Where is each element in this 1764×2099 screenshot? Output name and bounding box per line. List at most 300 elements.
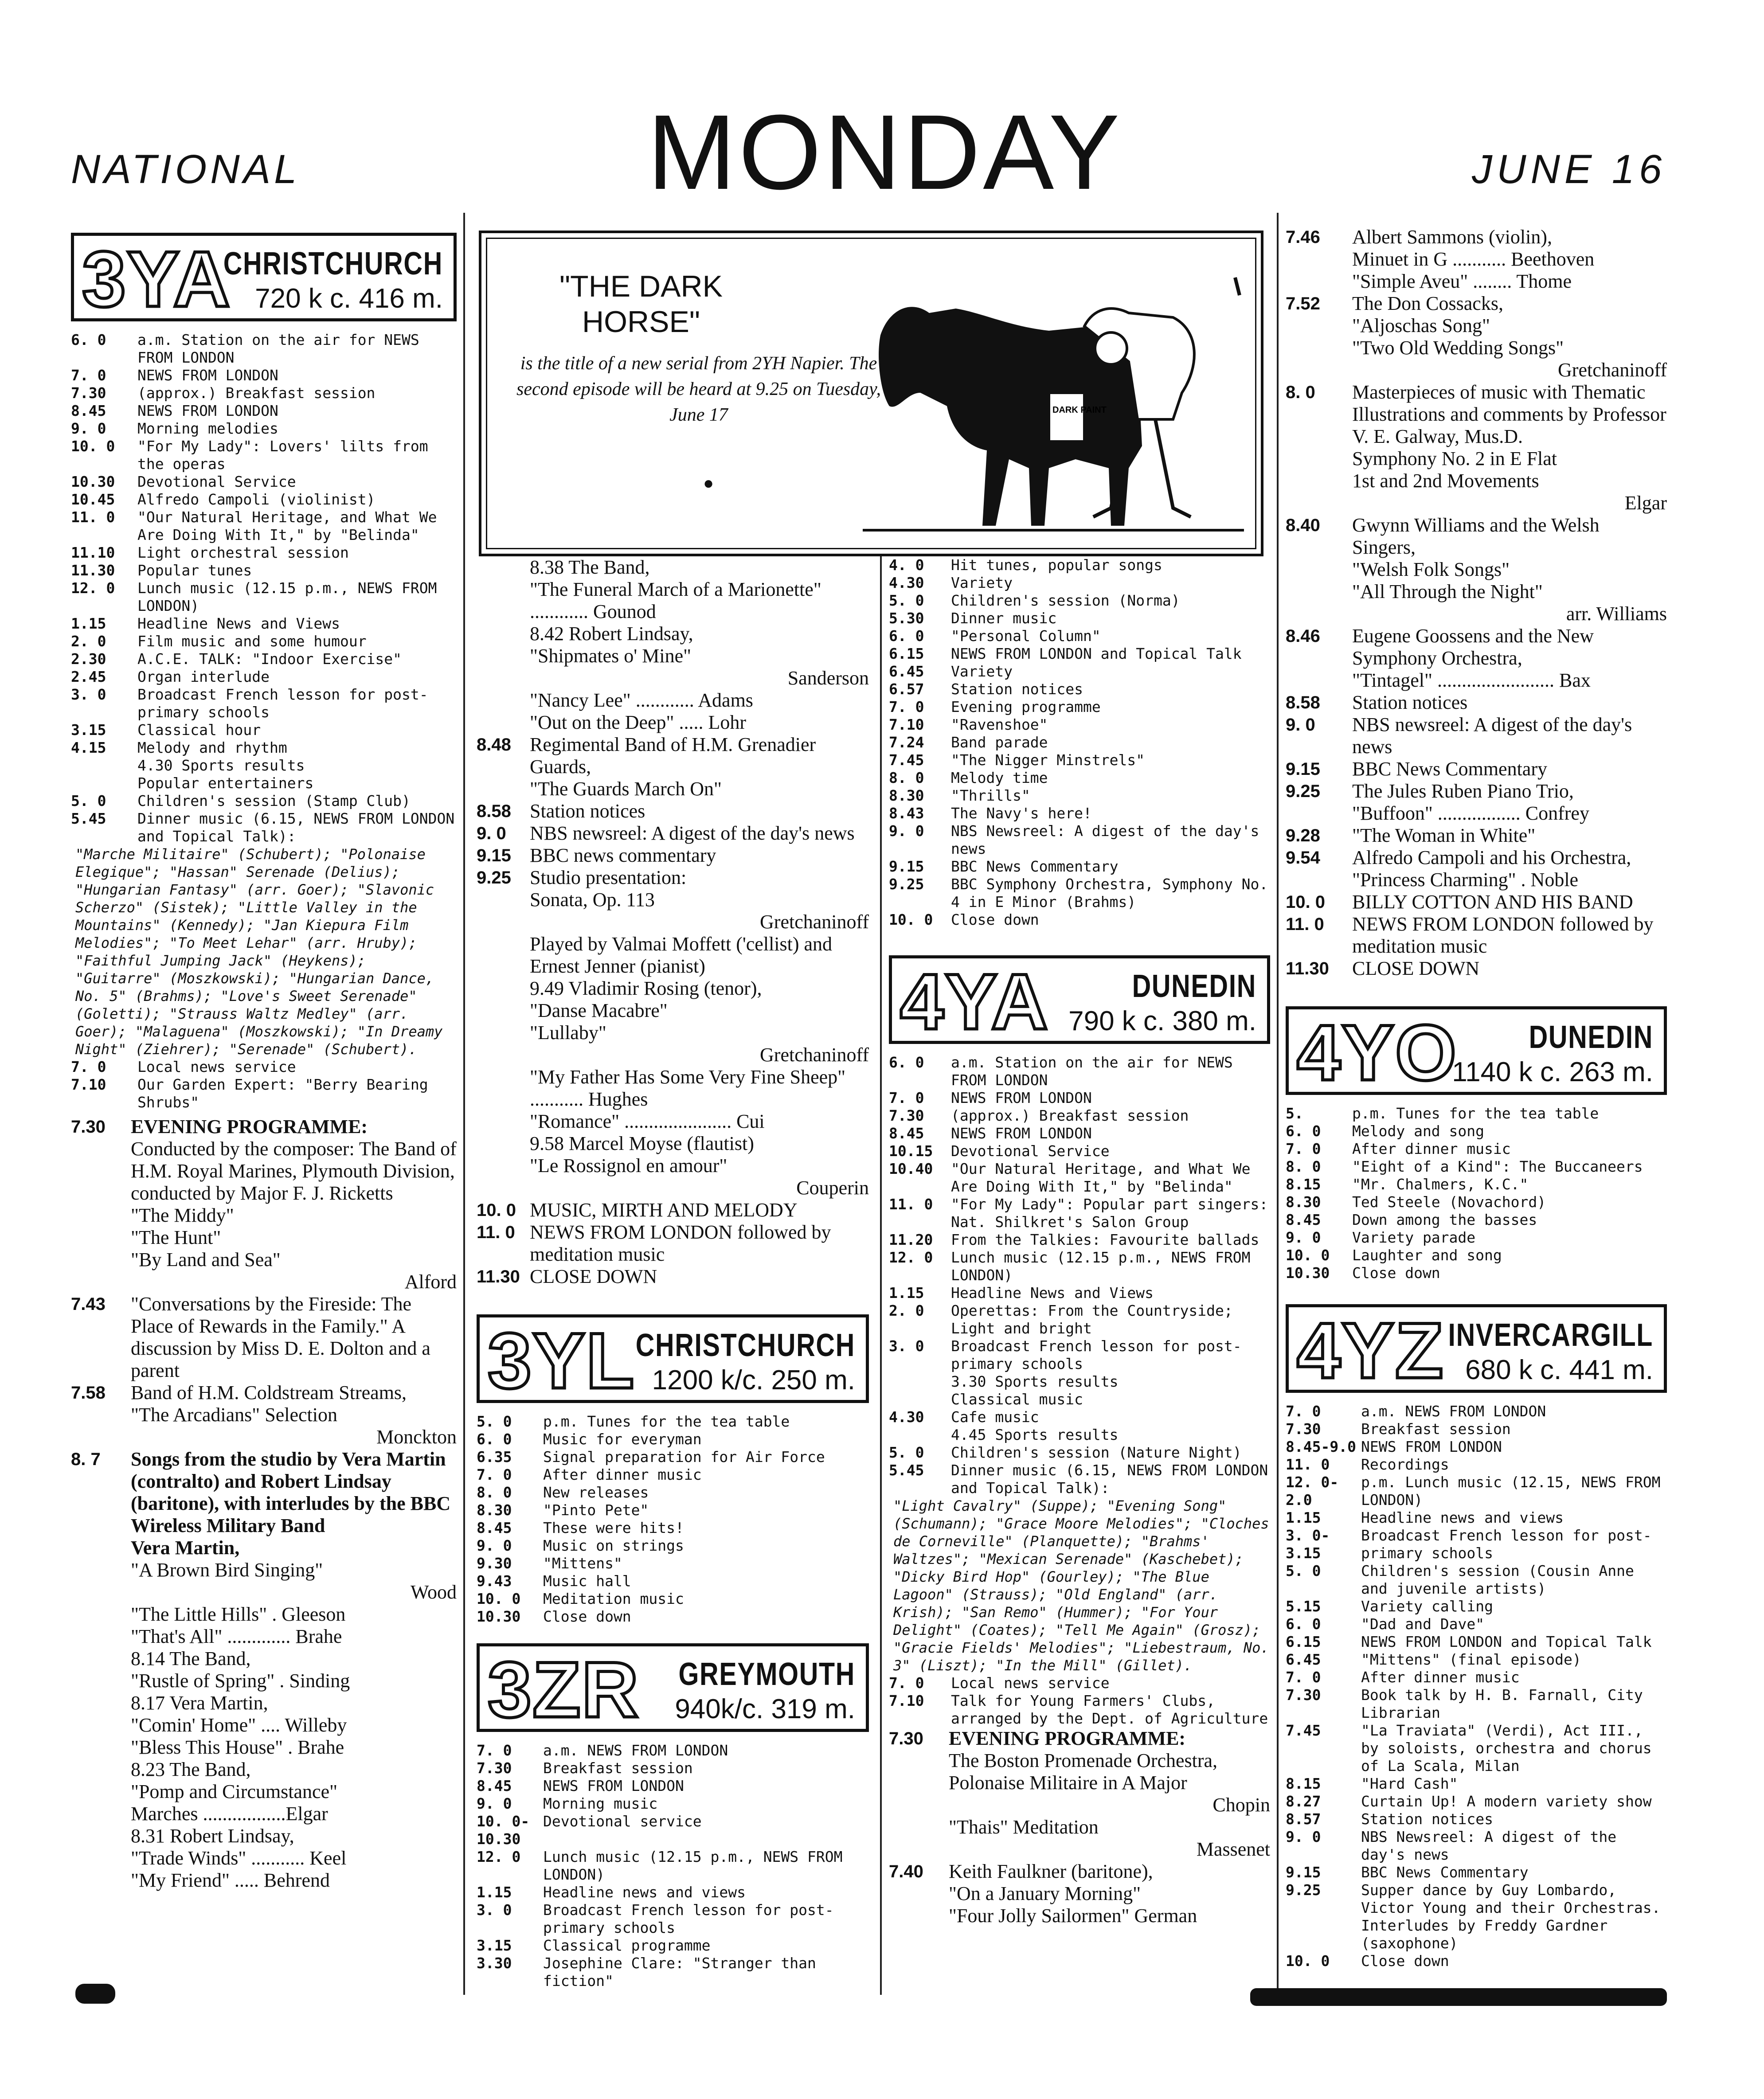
programme-text: 1st and 2nd Movements — [1352, 470, 1539, 492]
schedule-item — [889, 1408, 1270, 1426]
programme-text: Supper dance by Guy Lombardo, Victor Young and their Orchestras. Interludes by Freddy Gardner (saxophone) — [1361, 1881, 1661, 1952]
schedule-item — [889, 1231, 1270, 1249]
time: 10. 0 — [1286, 892, 1325, 912]
bucket-label: DARK PAINT — [1052, 405, 1107, 415]
schedule-item — [1286, 1456, 1667, 1474]
schedule-item — [889, 1196, 1270, 1231]
station-city: CHRISTCHURCH — [635, 1328, 855, 1363]
time: 8.58 — [1286, 693, 1320, 712]
schedule-item — [477, 933, 869, 977]
programme-text: 4.45 Sports results — [951, 1426, 1119, 1443]
programme-text: (approx.) Breakfast session — [137, 384, 375, 402]
schedule-item — [477, 1537, 869, 1555]
schedule-item — [889, 1107, 1270, 1125]
time: 6.45 — [1286, 1651, 1321, 1668]
time: 12. 0 — [889, 1249, 933, 1266]
column-1 — [71, 233, 457, 1892]
programme-text: BILLY COTTON AND HIS BAND — [1352, 891, 1633, 913]
programme-text: Devotional service — [543, 1813, 702, 1830]
schedule-item — [889, 787, 1270, 805]
schedule-item — [1286, 1633, 1667, 1651]
schedule-item — [71, 721, 457, 739]
station-box-3zr — [477, 1643, 869, 1732]
programme-text: Dinner music (6.15, NEWS FROM LONDON and Topical Talk): — [137, 810, 455, 845]
programme-text: Close down — [1352, 1264, 1440, 1282]
programme-text: Classical programme — [543, 1937, 711, 1954]
time: 9.15 — [1286, 759, 1320, 779]
schedule-item — [889, 858, 1270, 876]
time: 7.43 — [71, 1294, 106, 1314]
programme-text: Headline news and views — [1361, 1509, 1564, 1526]
time: 7.46 — [1286, 227, 1320, 247]
programme-text: Lunch music (12.15 p.m., NEWS FROM LONDON) — [543, 1848, 843, 1883]
time: 8.48 — [477, 735, 511, 754]
time: 7. 0 — [1286, 1669, 1321, 1686]
programme-text: New releases — [543, 1484, 649, 1501]
schedule-item — [889, 716, 1270, 734]
schedule-item — [1286, 847, 1667, 869]
schedule-item — [1286, 470, 1667, 492]
programme-text: NEWS FROM LONDON followed by meditation music — [530, 1221, 831, 1265]
time: 9. 0 — [1286, 715, 1315, 735]
time: 9. 0 — [1286, 1828, 1321, 1845]
programme-text: Broadcast French lesson for post-primary schools — [137, 686, 428, 721]
schedule-item — [889, 751, 1270, 769]
time: 3. 0 — [889, 1337, 924, 1355]
schedule-item — [477, 1884, 869, 1901]
programme-text: 8.17 Vera Martin, — [131, 1692, 268, 1714]
programme-text: Songs from the studio by Vera Martin (contralto) and Robert Lindsay (baritone), with interludes by the BBC Wireless Military Band — [131, 1448, 451, 1536]
time: 10. 0 — [71, 438, 115, 455]
programme-text: NEWS FROM LONDON — [137, 402, 278, 419]
schedule-item — [1286, 1952, 1667, 1970]
time: 5. 0 — [889, 1444, 924, 1461]
time: 5.45 — [71, 810, 106, 827]
programme-text: "Four Jolly Sailormen" — [949, 1905, 1130, 1927]
programme-text: Station notices — [1361, 1810, 1494, 1828]
schedule-item — [71, 331, 457, 367]
schedule-item — [1286, 1403, 1667, 1420]
time: 7.24 — [889, 734, 924, 751]
time: 11. 0 — [1286, 1456, 1330, 1473]
station-call: 4YO — [1297, 1008, 1458, 1097]
schedule-item — [71, 562, 457, 579]
schedule-item — [71, 491, 457, 508]
schedule-item — [889, 1284, 1270, 1302]
time: 11. 0 — [71, 508, 115, 526]
schedule-item — [889, 1444, 1270, 1462]
programme-text: NEWS FROM LONDON followed by meditation music — [1352, 913, 1654, 957]
time: 7. 0 — [889, 698, 924, 715]
time: 11. 0 — [1286, 915, 1324, 934]
schedule-item — [477, 1501, 869, 1519]
schedule-item — [1286, 1828, 1667, 1864]
time — [477, 1155, 530, 1177]
programme-text: Down among the basses — [1352, 1211, 1537, 1228]
programme-text: "Buffoon" ................. Confrey — [1352, 802, 1589, 824]
schedule-item — [889, 1302, 1270, 1337]
time: 5. 0 — [71, 792, 106, 809]
schedule-item — [1286, 1669, 1667, 1686]
schedule-item — [1286, 758, 1667, 780]
time — [889, 1391, 951, 1408]
programme-text: NEWS FROM LONDON — [1361, 1438, 1502, 1455]
time: 7. 0 — [1286, 1403, 1321, 1420]
time: 7. 0 — [889, 1089, 924, 1106]
programme-text: Devotional Service — [137, 473, 296, 490]
programme-text: NEWS FROM LONDON and Topical Talk — [1361, 1633, 1652, 1650]
time: 12. 0-2.0 — [1286, 1474, 1339, 1509]
programme-text: Morning music — [543, 1795, 658, 1812]
schedule-item — [1286, 315, 1667, 337]
schedule-item — [889, 805, 1270, 822]
time — [477, 711, 530, 734]
programme-text: 8.31 Robert Lindsay, — [131, 1825, 294, 1847]
schedule-item — [477, 778, 869, 800]
bullet-dot: ● — [703, 473, 714, 493]
programme-text: Morning melodies — [137, 420, 278, 437]
time — [1286, 470, 1352, 492]
schedule-item — [1286, 802, 1667, 825]
schedule-item — [477, 711, 869, 734]
schedule-item — [477, 822, 869, 844]
time: 6. 0 — [1286, 1615, 1321, 1633]
schedule-item — [1286, 1122, 1667, 1140]
time: 8.45 — [477, 1519, 512, 1536]
network-label: NATIONAL — [71, 147, 301, 192]
schedule-item — [1286, 514, 1667, 559]
programme-text: Vera Martin, — [131, 1537, 240, 1559]
composer: German — [1134, 1905, 1197, 1927]
time — [477, 1022, 530, 1044]
time: 8.45 — [889, 1125, 924, 1142]
schedule-item — [477, 1937, 869, 1954]
schedule-item — [477, 1266, 869, 1288]
programme-text: "All Through the Night" — [1352, 581, 1543, 602]
schedule-item — [477, 1795, 869, 1813]
programme-text: "The Woman in White" — [1352, 825, 1536, 846]
time: 7.30 — [477, 1759, 512, 1777]
programme-text: Headline News and Views — [137, 615, 340, 632]
time: 5. — [1286, 1105, 1303, 1122]
programme-text: Children's session (Cousin Anne and juvenile artists) — [1361, 1562, 1634, 1597]
programme-text: "Tintagel" ........................ Bax — [1352, 669, 1591, 691]
schedule-item — [477, 1466, 869, 1484]
programme-text: "Aljoschas Song" — [1352, 315, 1490, 336]
time — [477, 977, 530, 1000]
time — [1286, 248, 1352, 270]
schedule-item — [71, 1058, 457, 1076]
programme-text: "The Hunt" — [131, 1227, 221, 1248]
programme-text: NBS Newsreel: A digest of the day's news — [1361, 1828, 1617, 1863]
time — [1286, 581, 1352, 603]
schedule-item — [477, 1066, 869, 1110]
programme-text: Light orchestral session — [137, 544, 349, 561]
programme-text: Cafe music — [951, 1408, 1039, 1426]
time: 9. 0 — [477, 1795, 512, 1812]
programme-text: Breakfast session — [1361, 1420, 1511, 1438]
time: 10. 0 — [889, 911, 933, 928]
programme-text: "My Friend" ..... Behrend — [131, 1869, 330, 1891]
time — [1286, 669, 1352, 692]
programme-text: "Comin' Home" .... Willeby — [131, 1714, 347, 1736]
time: 7. 0 — [71, 367, 106, 384]
time — [889, 1373, 951, 1391]
schedule-item — [1286, 1105, 1667, 1122]
programme-text: "That's All" ............. Brahe — [131, 1626, 342, 1647]
time — [477, 1066, 530, 1110]
ink-blot — [75, 1984, 115, 2004]
programme-text: Talk for Young Farmers' Clubs, arranged by the Dept. of Agriculture — [951, 1692, 1268, 1727]
schedule-item — [889, 1391, 1270, 1408]
programme-text: Melody and song — [1352, 1122, 1485, 1140]
schedule-item — [889, 627, 1270, 645]
time: 3. 0-3.15 — [1286, 1527, 1330, 1562]
programme-text: NBS newsreel: A digest of the day's news — [1352, 714, 1632, 758]
date-label: JUNE 16 — [1472, 147, 1666, 192]
programme-text: Organ interlude — [137, 668, 270, 685]
programme-text: Variety — [951, 574, 1013, 591]
time — [477, 623, 530, 645]
programme-text: Masterpieces of music with Thematic Illustrations and comments by Professor V. E. Galway, Mus.D. — [1352, 381, 1666, 447]
schedule-item — [71, 1781, 457, 1803]
time: 10.30 — [1286, 1264, 1330, 1282]
schedule-item — [71, 774, 457, 792]
schedule-item — [477, 1848, 869, 1884]
schedule-item — [477, 1572, 869, 1590]
time — [477, 645, 530, 667]
time: 9. 0 — [71, 420, 106, 437]
schedule-item — [477, 623, 869, 645]
schedule-item — [889, 680, 1270, 698]
schedule-item — [71, 650, 457, 668]
feature-box — [479, 231, 1263, 556]
schedule-item — [1286, 891, 1667, 913]
programme-text: 8.14 The Band, — [131, 1648, 251, 1669]
time: 6. 0 — [1286, 1122, 1321, 1140]
time: 9.43 — [477, 1572, 512, 1590]
programme-text: "La Traviata" (Verdi), Act III., by soloists, orchestra and chorus of La Scala, Milan — [1361, 1722, 1652, 1775]
programme-text: Marches .................Elgar — [131, 1803, 328, 1825]
programme-text: "Bless This House" . Brahe — [131, 1736, 344, 1758]
time: 3. 0 — [477, 1901, 512, 1919]
time: 1.15 — [889, 1284, 924, 1302]
schedule-item — [889, 1373, 1270, 1391]
station-box-3ya — [71, 233, 457, 321]
time: 7.45 — [1286, 1722, 1321, 1739]
schedule-item — [1286, 337, 1667, 359]
schedule-item — [1286, 1509, 1667, 1527]
station-frequency: 1200 k/c. 250 m. — [652, 1365, 855, 1395]
time: 7.30 — [71, 384, 106, 402]
station-call: 3YL — [488, 1317, 635, 1405]
time — [1286, 869, 1352, 891]
programme-text: Keith Faulkner (baritone), — [949, 1861, 1153, 1882]
programme-text: Close down — [951, 911, 1039, 928]
schedule-item — [71, 402, 457, 420]
schedule-item — [477, 1000, 869, 1022]
time: 9.30 — [477, 1555, 512, 1572]
programme-text: Melody and rhythm — [137, 739, 287, 756]
time — [1286, 603, 1352, 625]
time — [1286, 559, 1352, 581]
programme-text: a.m. NEWS FROM LONDON — [543, 1742, 728, 1759]
schedule-item — [477, 1590, 869, 1608]
programme-text: Lunch music (12.15 p.m., NEWS FROM LONDON) — [137, 579, 437, 614]
programme-text: Local news service — [137, 1058, 296, 1075]
schedule-item — [1286, 448, 1667, 470]
programme-text: "Pomp and Circumstance" — [131, 1781, 338, 1802]
schedule-item — [1286, 1562, 1667, 1598]
programme-text: Conducted by the composer: The Band of H.M. Royal Marines, Plymouth Division, conducted by Major F. J. Ricketts — [131, 1138, 457, 1204]
programme-text: Eugene Goossens and the New Symphony Orchestra, — [1352, 625, 1594, 669]
programme-text: Gretchaninoff — [760, 1044, 869, 1066]
time: 2.45 — [71, 668, 106, 685]
station-frequency: 720 k c. 416 m. — [255, 283, 443, 314]
programme-text: NEWS FROM LONDON — [951, 1089, 1092, 1106]
programme-text: NEWS FROM LONDON — [137, 367, 278, 384]
programme-text: Alfredo Campoli (violinist) — [137, 491, 375, 508]
station-frequency: 1140 k c. 263 m. — [1452, 1057, 1653, 1087]
time: 9.54 — [1286, 848, 1320, 868]
schedule-item — [477, 667, 869, 689]
programme-text: "Princess Charming" . Noble — [1352, 869, 1579, 891]
time: 6.45 — [889, 663, 924, 680]
programme-text: Symphony No. 2 in E Flat — [1352, 448, 1557, 469]
schedule-item — [1286, 958, 1667, 980]
programme-text: Film music and some humour — [137, 633, 367, 650]
programme-text: (approx.) Breakfast session — [951, 1107, 1189, 1124]
time: 8.45 — [71, 402, 106, 419]
schedule-item — [71, 1648, 457, 1670]
programme-text: Gretchaninoff — [760, 911, 869, 933]
programme-text: Recordings — [1361, 1456, 1449, 1473]
feature-title-line: HORSE" — [582, 305, 700, 339]
programme-text: Book talk by H. B. Farnall, City Librarian — [1361, 1686, 1643, 1721]
time: 4.15 — [71, 739, 106, 756]
schedule-item — [477, 977, 869, 1000]
programme-text: "Thais" Meditation — [949, 1816, 1099, 1838]
programme-text: BBC News Commentary — [951, 858, 1119, 875]
programme-text: 4.30 Sports results — [137, 757, 305, 774]
time: 8. 7 — [71, 1450, 101, 1469]
programme-text: Our Garden Expert: "Berry Bearing Shrubs" — [137, 1076, 428, 1111]
schedule-item — [889, 663, 1270, 680]
programme-text: "Hard Cash" — [1361, 1775, 1458, 1792]
schedule-item — [889, 769, 1270, 787]
time: 4. 0 — [889, 556, 924, 574]
station-call: 3YA — [82, 235, 231, 323]
programme-text: "The Funeral March of a Marionette" ............ Gounod — [530, 578, 821, 622]
schedule-item — [1286, 1193, 1667, 1211]
programme-text: "By Land and Sea" — [131, 1249, 281, 1270]
schedule-item — [1286, 381, 1667, 448]
schedule-item — [477, 1110, 869, 1133]
schedule-item — [477, 1608, 869, 1626]
schedule-item — [477, 889, 869, 911]
schedule-4yo — [1286, 1105, 1667, 1282]
programme-text: Meditation music — [543, 1590, 684, 1607]
time: 5. 0 — [477, 1413, 512, 1430]
time: 11. 0 — [889, 1196, 933, 1213]
time — [477, 1177, 530, 1199]
schedule-4ya — [889, 1054, 1270, 1497]
schedule-item — [1286, 1793, 1667, 1810]
programme-text: The Boston Promenade Orchestra, — [949, 1750, 1218, 1771]
programme-text: "Trade Winds" ........... Keel — [131, 1847, 347, 1869]
time — [1286, 802, 1352, 825]
schedule-item — [71, 739, 457, 757]
station-box-4ya — [889, 955, 1270, 1044]
schedule-item — [889, 574, 1270, 592]
programme-text: Melody time — [951, 769, 1048, 786]
schedule-3ya — [71, 331, 457, 845]
schedule-item — [71, 668, 457, 686]
schedule-item — [71, 579, 457, 615]
time: 6. 0 — [889, 1054, 924, 1071]
schedule-item — [71, 473, 457, 491]
time: 10. 0 — [1286, 1247, 1330, 1264]
schedule-4yz — [1286, 1403, 1667, 1970]
time: 10. 0 — [477, 1200, 516, 1220]
programme-text: "For My Lady": Lovers' lilts from the operas — [137, 438, 428, 473]
schedule-item — [71, 1670, 457, 1692]
schedule-item — [1286, 1881, 1667, 1952]
schedule-item — [71, 792, 457, 810]
time: 7.30 — [889, 1729, 923, 1748]
schedule-item — [889, 645, 1270, 663]
schedule-item — [1286, 669, 1667, 692]
time: 11.30 — [71, 562, 115, 579]
station-city: CHRISTCHURCH — [223, 246, 443, 281]
schedule-item — [1286, 359, 1667, 381]
programme-text: "Our Natural Heritage, and What We Are Doing With It," by "Belinda" — [951, 1160, 1251, 1195]
schedule-item — [71, 686, 457, 721]
schedule-item — [1286, 714, 1667, 758]
schedule-item — [1286, 1651, 1667, 1669]
column-rule — [880, 556, 882, 1995]
programme-text: NEWS FROM LONDON — [543, 1777, 684, 1794]
time: 8.46 — [1286, 626, 1320, 646]
programme-text: Alfredo Campoli and his Orchestra, — [1352, 847, 1631, 868]
station-box-4yo — [1286, 1006, 1667, 1095]
schedule-3zr — [477, 1742, 869, 1990]
schedule-item — [889, 911, 1270, 929]
programme-text: 8.42 Robert Lindsay, — [530, 623, 693, 645]
programme-text: "A Brown Bird Singing" — [131, 1559, 323, 1581]
schedule-item — [71, 1759, 457, 1781]
composer: Chopin — [1213, 1794, 1270, 1816]
time: 6. 0 — [889, 627, 924, 645]
programme-text: Minuet in G ........... Beethoven — [1352, 248, 1595, 270]
programme-text: a.m. Station on the air for NEWS FROM LONDON — [951, 1054, 1233, 1089]
time: 10.45 — [71, 491, 115, 508]
time — [71, 774, 137, 792]
schedule-item — [477, 1448, 869, 1466]
time: 7.45 — [889, 751, 924, 769]
time — [1286, 492, 1352, 514]
schedule-item — [71, 420, 457, 438]
schedule-item — [889, 610, 1270, 627]
programme-text: Played by Valmai Moffett ('cellist) and Ernest Jenner (pianist) — [530, 933, 833, 977]
programme-text: Station notices — [530, 800, 645, 822]
schedule-item — [1286, 1264, 1667, 1282]
programme-text: These were hits! — [543, 1519, 684, 1536]
schedule-4ya-continued — [1286, 226, 1667, 980]
time: 8.43 — [889, 805, 924, 822]
programme-text: Children's session (Nature Night) — [951, 1444, 1242, 1461]
schedule-item — [1286, 1176, 1667, 1193]
